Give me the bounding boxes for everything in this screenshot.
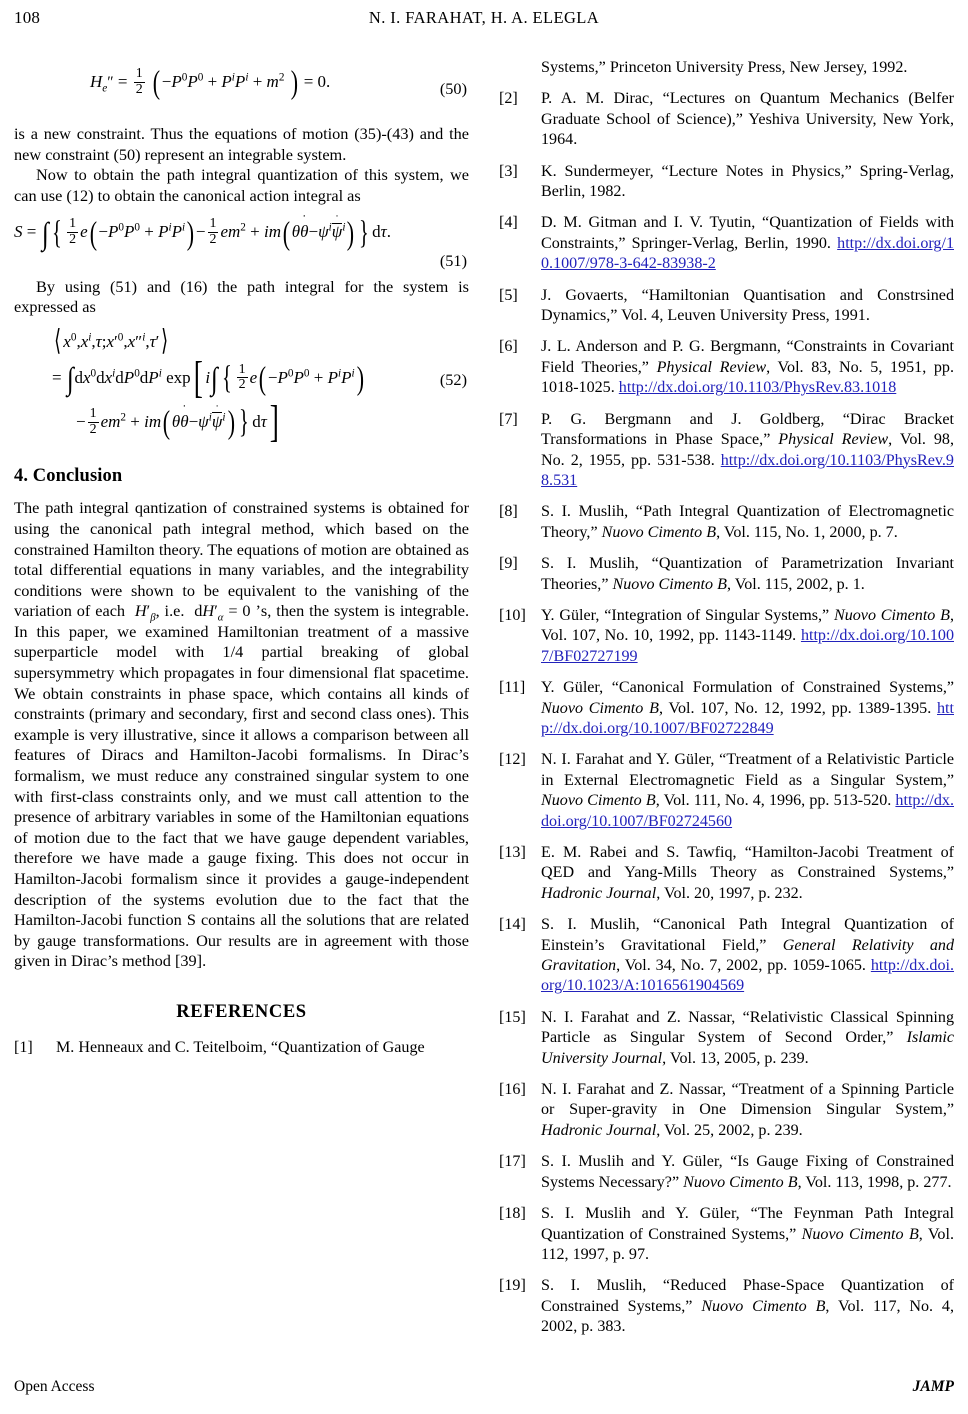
reference-journal: Islamic University Journal [541, 1029, 954, 1067]
reference-item [499, 915, 954, 997]
conclusion-text-part-1: The path integral qantization of constrained systems is obtained for using the canonical path integral method, which based on the constrained Hamilton theory. The equations of motion are obtained as total differential equations in many variables, and the integrability conditions were shown to be equivalent to the vanishing of the variation of each [14, 498, 469, 621]
reference-item [499, 337, 954, 398]
reference-text-pre: Y. Güler, “Canonical Formulation of Constrained Systems,” [541, 679, 954, 697]
reference-journal: Nuovo Cimento B [541, 792, 656, 810]
reference-text-pre: S. I. Muslih, “Quantization of Parametrization Invariant Theories,” [541, 555, 954, 593]
running-title: N. I. FARAHAT, H. A. ELEGLA [368, 8, 600, 27]
reference-text: M. Henneaux and C. Teitelboim, “Quantization of Gauge [56, 1038, 425, 1056]
equation-51 [14, 213, 469, 274]
reference-text-post: , Vol. 111, No. 4, 1996, pp. 513-520. [655, 792, 896, 810]
reference-number: [16] [499, 1081, 526, 1099]
reference-number: [8] [499, 503, 518, 521]
reference-number: [19] [499, 1277, 526, 1295]
reference-item [499, 1080, 954, 1141]
conclusion-heading: 4. Conclusion [14, 466, 123, 487]
doi-link[interactable]: http://dx.doi.org/10.1007/BF02722849 [541, 699, 954, 737]
reference-text-pre: E. M. Rabei and S. Tawfiq, “Hamilton-Jacobi Treatment of QED and Yang-Mills Theory as Constrained Systems,” [541, 844, 954, 882]
paragraph-1: is a new constraint. Thus the equations of motion (35)-(43) and the new constraint (50) represent an integrable system. [14, 124, 469, 164]
reference-number: [17] [499, 1153, 526, 1171]
reference-text-post: , Vol. 115, No. 1, 2000, p. 7. [716, 523, 898, 541]
running-head [14, 8, 954, 30]
reference-1-continuation: Systems,” Princeton University Press, New Jersey, 1992. [541, 59, 908, 76]
reference-text-pre: N. I. Farahat and Y. Güler, “Treatment of a Relativistic Particle in External Electromagnetic Field as a Singular System,” [541, 751, 954, 789]
reference-text-post: , Vol. 83, No. 5, 1951, pp. 1018-1025. [541, 358, 955, 397]
equation-50-body: $H_e''$ = $\frac{1}{2}$ ( $-P^0P^0 + P^iP^i + m^2$ ) = 0. [90, 64, 331, 101]
reference-number: [18] [499, 1205, 526, 1223]
page-footer [14, 1378, 954, 1400]
reference-journal: Physical Review [778, 431, 889, 449]
doi-link[interactable]: http://dx.doi.org/10.1007/978-3-642-83938-2 [541, 234, 954, 273]
doi-link[interactable]: http://dx.doi.org/10.1103/PhysRev.83.1018 [618, 379, 897, 397]
reference-item [499, 1008, 954, 1069]
references-heading: REFERENCES [176, 1001, 307, 1022]
inline-math-dh-alpha: $dH'_\alpha = 0$ [194, 601, 251, 624]
footer-journal-abbrev: JAMP [912, 1378, 954, 1395]
page-number: 108 [14, 8, 41, 27]
reference-text-post: , Vol. 98, No. 2, 1955, pp. 531-538. [541, 431, 954, 469]
reference-number: [12] [499, 751, 526, 769]
reference-journal: Nuovo Cimento B [601, 523, 717, 541]
reference-item [499, 410, 954, 492]
reference-text-post: , Vol. 34, No. 7, 2002, pp. 1059-1065. [616, 957, 866, 975]
left-column [14, 44, 469, 1344]
equation-50 [14, 64, 469, 110]
footer-open-access: Open Access [14, 1378, 95, 1395]
conclusion-text-part-2: , then the system is integrable. In this paper, we examined Hamiltonian treatment of a massive superparticle model with 1/4 partial breaking of global supersymmetry which propagates in four dimensional flat spacetime. We obtain constraints in phase space, which contains all kinds of constraints (primary and secondary, first and second class ones). This example is very illustrative, since it allows a comparison between all features of Diracs and Hamilton-Jacobi formalisms. In Dirac’s formalism, we must reduce any constrained singular system to one with first-class constraints only, and we must call attention to the presence of arbitrary variables in some of the Hamiltonian equations of motion due to the fact that we have gauge dependent variables, therefore we have made a gauge fixing. This does not occur in Hamilton-Jacobi formalism since it provides a gauge-independent description of the systems evolution due to the fact that the Hamilton-Jacobi function S contains all the solutions that are related by gauge transformations. Our results are in agreement with those given in Dirac’s method [39]. [14, 601, 470, 971]
reference-text: J. Govaerts, “Hamiltonian Quantisation and Constrsined Dynamics,” Vol. 4, Leuven University Press, 1991. [541, 286, 954, 325]
reference-text-post: , Vol. 117, No. 4, 2002, p. 383. [541, 1297, 954, 1336]
reference-number: [5] [499, 286, 518, 304]
reference-journal: Nuovo Cimento B [701, 1297, 826, 1315]
reference-text-post: , Vol. 13, 2005, p. 239. [662, 1049, 809, 1067]
equation-52-line-3: − $\frac{1}{2}$ $em^2 + im$( θ $\theta-\psi^i$ $\psi^i$) } dτ] [76, 396, 279, 446]
reference-item [499, 89, 954, 150]
reference-text-post: , Vol. 107, No. 10, 1992, pp. 1143-1149. [541, 606, 955, 645]
equation-51-tag: (51) [439, 250, 467, 270]
reference-item [499, 1152, 954, 1193]
reference-text-post: , Vol. 107, No. 12, 1992, pp. 1389-1395. [658, 699, 937, 717]
reference-text-post: , Vol. 25, 2002, p. 239. [656, 1121, 803, 1139]
reference-text-pre: S. I. Muslih and Y. Güler, “Is Gauge Fixing of Constrained Systems Necessary?” [541, 1153, 954, 1191]
reference-text: P. A. M. Dirac, “Lectures on Quantum Mechanics (Belfer Graduate School of Science),” Yeshiva University, New York, 1964. [541, 90, 954, 149]
reference-item [499, 750, 954, 832]
reference-journal: Nuovo Cimento B [683, 1173, 798, 1191]
conclusion-ie: , i.e. [155, 601, 185, 621]
paragraph-2: Now to obtain the path integral quantization of this system, we can use (12) to obtain the canonical action integral as [14, 165, 469, 205]
reference-text: D. M. Gitman and I. V. Tyutin, “Quantization of Fields with Constraints,” Springer-Verlag, Berlin, 1990. [541, 214, 954, 252]
equation-51-body: S = ∫ { $\frac{1}{2}$ $e( -P^0P^0 + P^iP^i)$ − $\frac{1}{2}$ $em^2 + im$( θ $\theta-\psi^i$ $\psi^i$) } dτ. [14, 213, 391, 251]
equation-52 [14, 325, 469, 446]
doi-link[interactable]: http://dx.doi.org/10.1023/A:1016561904569 [541, 957, 955, 995]
reference-item [499, 286, 954, 327]
doi-link[interactable]: http://dx.doi.org/10.1007/BF02724560 [541, 792, 954, 830]
reference-text-pre: N. I. Farahat and Z. Nassar, “Relativistic Classical Spinning Particle as Singular System of Second Order,” [541, 1008, 954, 1047]
reference-item [499, 162, 954, 203]
reference-item [499, 843, 954, 904]
reference-number: [6] [499, 338, 518, 356]
reference-text-pre: J. L. Anderson and P. G. Bergmann, “Constraints in Covariant Field Theories,” [541, 338, 954, 376]
reference-journal: Nuovo Cimento B [833, 606, 950, 624]
reference-number: [10] [499, 606, 526, 624]
equation-50-tag: (50) [439, 79, 467, 98]
reference-journal: Nuovo Cimento B [541, 699, 659, 717]
reference-text-post: , Vol. 112, 1997, p. 97. [541, 1225, 954, 1263]
reference-number: [15] [499, 1008, 526, 1026]
reference-number: [9] [499, 555, 518, 573]
two-column-layout [14, 44, 954, 1344]
reference-text-post: , Vol. 20, 1997, p. 232. [656, 884, 803, 902]
reference-text-pre: S. I. Muslih, “Reduced Phase-Space Quantization of Constrained Systems,” [541, 1277, 954, 1315]
reference-journal: Nuovo Cimento B [612, 575, 727, 593]
reference-number: [14] [499, 916, 526, 934]
doi-link[interactable]: http://dx.doi.org/10.1007/BF02727199 [541, 627, 954, 665]
reference-number: [13] [499, 844, 526, 861]
doi-link[interactable]: http://dx.doi.org/10.1103/PhysRev.98.531 [541, 451, 954, 489]
reference-item [499, 213, 954, 274]
conclusion-apostrophe-s: ’s [250, 601, 268, 621]
equation-52-line-1: ⟨ $x^0,x^i,\tau;x'^0,x''^i,\tau'⟩$ [54, 325, 169, 358]
reference-journal: Hadronic Journal [541, 884, 657, 902]
references-list-right [499, 89, 954, 1337]
reference-text-pre: S. I. Muslih, “Canonical Path Integral Quantization of Einstein’s Gravitational Field,” [541, 916, 954, 954]
conclusion-paragraph [14, 498, 469, 972]
reference-number: [2] [499, 90, 518, 108]
reference-text-pre: S. I. Muslih and Y. Güler, “The Feynman Path Integral Quantization of Constrained Systems,” [541, 1205, 954, 1243]
reference-text-pre: Y. Güler, “Integration of Singular Systems,” [541, 606, 834, 624]
reference-journal: Physical Review [656, 358, 767, 376]
equation-52-tag: (52) [439, 369, 467, 389]
reference-journal: Hadronic Journal [541, 1121, 657, 1139]
inline-math-h-beta: $H'_\beta$ [125, 601, 156, 624]
right-column [499, 44, 954, 1344]
reference-item [499, 606, 954, 667]
reference-number: [11] [499, 679, 526, 697]
reference-text-post: , Vol. 115, 2002, p. 1. [726, 575, 865, 593]
references-list-left [14, 1038, 469, 1058]
reference-text: K. Sundermeyer, “Lecture Notes in Physics,” Spring-Verlag, Berlin, 1982. [541, 162, 954, 201]
paragraph-3: By using (51) and (16) the path integral for the system is expressed as [14, 276, 469, 317]
reference-journal: General Relativity and Gravitation [541, 936, 954, 975]
reference-text-post: , Vol. 113, 1998, p. 277. [797, 1173, 952, 1191]
reference-item [499, 554, 954, 595]
reference-item [499, 1276, 954, 1337]
reference-item [499, 1204, 954, 1265]
reference-text-pre: S. I. Muslih, “Path Integral Quantization of Electromagnetic Theory,” [541, 503, 954, 541]
reference-item [499, 678, 954, 739]
reference-number: [4] [499, 214, 518, 232]
reference-item [499, 502, 954, 543]
reference-text-pre: P. G. Bergmann and J. Goldberg, “Dirac Bracket Transformations in Phase Space,” [541, 410, 954, 449]
reference-item [14, 1038, 469, 1058]
reference-journal: Nuovo Cimento B [801, 1225, 919, 1243]
reference-number: [7] [499, 410, 518, 428]
reference-number: [3] [499, 162, 518, 180]
equation-52-line-2: = $\int dx^0dx^idP^0dP^i$ exp[ i∫ { $\frac{1}{2}$ $e( -P^0P^0 + P^iP^i)$ (52) [52, 352, 467, 402]
reference-number: [1] [14, 1038, 33, 1056]
reference-text-pre: N. I. Farahat and Z. Nassar, “Treatment of a Spinning Particle or Super-gravity in One Dimension Singular System,” [541, 1081, 954, 1119]
